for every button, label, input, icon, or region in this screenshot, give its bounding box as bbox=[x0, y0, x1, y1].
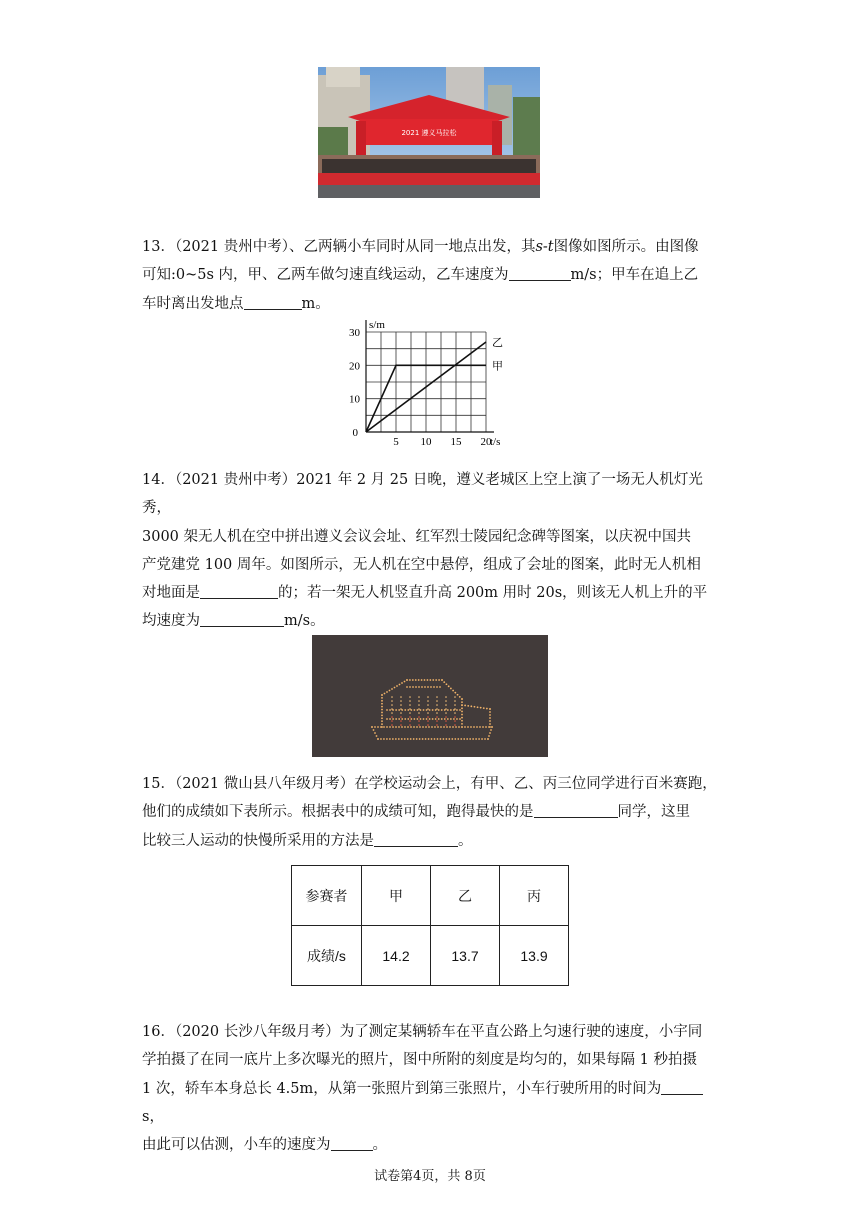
origin-label: 0 bbox=[352, 427, 358, 439]
table-cell: 13.9 bbox=[500, 926, 569, 986]
q13-text: 图像如图所示。由图像 bbox=[553, 239, 699, 255]
st-chart bbox=[340, 312, 520, 452]
q15-text: 。 bbox=[458, 832, 473, 849]
table-row bbox=[292, 866, 569, 926]
series-label: 甲 bbox=[492, 359, 503, 373]
y-tick-label: 10 bbox=[349, 393, 360, 406]
q15-line: 15．（2021 微山县八年级月考）在学校运动会上，有甲、乙、丙三位同学进行百米赛跑， bbox=[142, 776, 717, 792]
x-tick-label: 20 bbox=[480, 436, 492, 448]
q14-text: 的；若一架无人机竖直升高 200m 用时 20s，则该无人机上升的平 bbox=[278, 585, 708, 602]
x-tick-label: 5 bbox=[393, 436, 399, 448]
drone-show-photo bbox=[312, 635, 548, 757]
y-axis-label: s/m bbox=[369, 319, 385, 331]
table-cell: 甲 bbox=[362, 866, 431, 926]
q14-line: 14．（2021 贵州中考）2021 年 2 月 25 日晚，遵义老城区上空上演了一场无人机灯光秀， bbox=[142, 472, 703, 517]
st-chart-svg bbox=[340, 312, 520, 448]
q15-text: 同学，这里 bbox=[617, 804, 690, 821]
q13-text: m。 bbox=[301, 295, 330, 312]
q14-line: 产党建党 100 周年。如图所示，无人机在空中悬停，组成了会址的图案，此时无人机相 bbox=[142, 556, 701, 573]
q13-text: 可知:0~5s 内，甲、乙两车做匀速直线运动，乙车速度为 bbox=[142, 267, 509, 284]
x-axis-label: t/s bbox=[490, 436, 501, 448]
q16-line: 16．（2020 长沙八年级月考）为了测定某辆轿车在平直公路上匀速行驶的速度，小宇同 bbox=[142, 1024, 703, 1040]
table-cell: 参赛者 bbox=[292, 866, 362, 926]
q16-text: 由此可以估测，小车的速度为 bbox=[142, 1137, 331, 1154]
answer-blank[interactable] bbox=[509, 266, 571, 282]
x-tick-label: 10 bbox=[420, 436, 432, 448]
answer-blank[interactable] bbox=[661, 1079, 703, 1095]
y-tick-label: 20 bbox=[349, 360, 360, 373]
marathon-photo bbox=[318, 67, 540, 198]
chart-grid bbox=[366, 332, 486, 432]
table-cell: 14.2 bbox=[362, 926, 431, 986]
q16-text: 1 次，轿车本身总长 4.5m，从第一张照片到第三张照片，小车行驶所用的时间为 bbox=[142, 1080, 662, 1097]
q13-text: m/s；甲车在追上乙 bbox=[570, 267, 699, 284]
answer-blank[interactable] bbox=[244, 294, 302, 310]
results-table bbox=[291, 865, 569, 986]
q14-text: 对地面是 bbox=[142, 585, 200, 602]
q13-text: （2021 贵州中考）、乙两辆小车同时从同一地点出发，其 bbox=[174, 239, 536, 255]
answer-blank[interactable] bbox=[200, 612, 284, 628]
table-cell: 乙 bbox=[431, 866, 500, 926]
q14-text: m/s。 bbox=[284, 613, 325, 630]
q15-text: 他们的成绩如下表所示。根据表中的成绩可知，跑得最快的是 bbox=[142, 804, 534, 821]
q13-number: 13． bbox=[142, 239, 175, 255]
series-label: 乙 bbox=[492, 336, 503, 349]
q13-st-term: s-t bbox=[535, 239, 554, 255]
x-tick-label: 15 bbox=[450, 436, 462, 448]
q16-text: s， bbox=[142, 1108, 164, 1125]
question-15 bbox=[142, 770, 717, 855]
table-row bbox=[292, 926, 569, 986]
y-tick-label: 30 bbox=[349, 327, 360, 339]
question-13 bbox=[142, 233, 717, 318]
table-cell: 丙 bbox=[500, 866, 569, 926]
q16-text: 。 bbox=[372, 1137, 387, 1154]
q16-line: 学拍摄了在同一底片上多次曝光的照片，图中所附的刻度是均匀的，如果每隔 1 秒拍摄 bbox=[142, 1052, 697, 1069]
table-cell: 成绩/s bbox=[292, 926, 362, 986]
question-14 bbox=[142, 466, 717, 636]
q15-text: 比较三人运动的快慢所采用的方法是 bbox=[142, 832, 374, 849]
page-footer: 试卷第4页，共 8页 bbox=[374, 1169, 486, 1184]
q14-line: 3000 架无人机在空中拼出遵义会议会址、红军烈士陵园纪念碑等图案，以庆祝中国共 bbox=[142, 528, 692, 545]
gate-sign-text: 2021 遵义马拉松 bbox=[401, 129, 457, 137]
answer-blank[interactable] bbox=[374, 831, 458, 847]
answer-blank[interactable] bbox=[331, 1136, 373, 1152]
q13-text: 车时离出发地点 bbox=[142, 295, 244, 312]
answer-blank[interactable] bbox=[200, 584, 278, 600]
question-16 bbox=[142, 1018, 717, 1159]
answer-blank[interactable] bbox=[534, 803, 618, 819]
table-cell: 13.7 bbox=[431, 926, 500, 986]
q14-text: 均速度为 bbox=[142, 613, 200, 630]
